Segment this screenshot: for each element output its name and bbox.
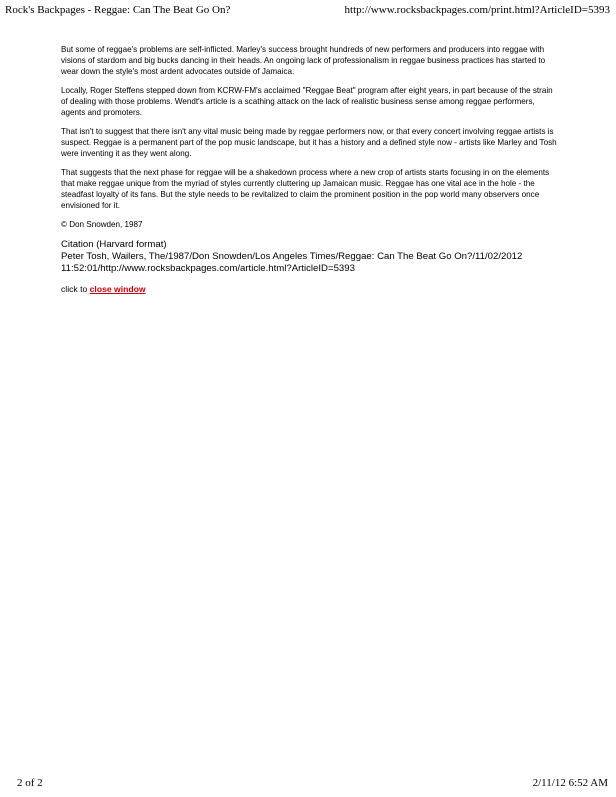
citation-heading: Citation (Harvard format)	[61, 239, 167, 250]
copyright-line: © Don Snowden, 1987	[61, 220, 143, 229]
citation-line-2: 11:52:01/http://www.rocksbackpages.com/article.html?ArticleID=5393	[61, 263, 355, 274]
citation-block	[61, 239, 561, 275]
print-header-url: http://www.rocksbackpages.com/print.html?ArticleID=5393	[344, 4, 610, 16]
print-footer-datetime: 2/11/12 6:52 AM	[532, 777, 608, 789]
article-paragraph-3: That isn't to suggest that there isn't any vital music being made by reggae performers now, or that every concert involving reggae artists is suspect. Reggae is a permanent part of the pop music landscape, but it has a history and a defined style now - artists like Marley and Tosh were inventing it as they went along.	[61, 127, 557, 158]
article-paragraph-4: That suggests that the next phase for reggae will be a shakedown process where a new crop of artists starts focusing in on the elements that make reggae unique from the myriad of styles currently cluttering up Jamaican music. Reggae has one vital ace in the hole - the steadfast loyalty of its fans. But the style needs to be revitalized to claim the prominent position in the pop world many observers once envisioned for it.	[61, 168, 550, 210]
citation-line-1: Peter Tosh, Wailers, The/1987/Don Snowden/Los Angeles Times/Reggae: Can The Beat Go On?/11/02/2012	[61, 251, 523, 262]
article-content	[61, 44, 561, 295]
print-footer-page: 2 of 2	[17, 777, 43, 789]
close-window-row	[61, 284, 561, 295]
article-paragraph-1: But some of reggae's problems are self-inflicted. Marley's success brought hundreds of new performers and producers into reggae with visions of stardom and big bucks dancing in their heads. An ongoing lack of professionalism in reggae business practices has started to wear down the style's most ardent advocates outside of Jamaica.	[61, 45, 546, 76]
close-window-prefix: click to	[61, 284, 90, 294]
close-window-link[interactable]: close window	[89, 284, 146, 294]
article-paragraph-2: Locally, Roger Steffens stepped down from KCRW-FM's acclaimed "Reggae Beat" program after eight years, in part because of the strain of dealing with those problems. Wendt's article is a scathing attack on the lack of realistic business sense among reggae performers, agents and promoters.	[61, 86, 553, 117]
print-header-title: Rock's Backpages - Reggae: Can The Beat Go On?	[5, 4, 231, 16]
